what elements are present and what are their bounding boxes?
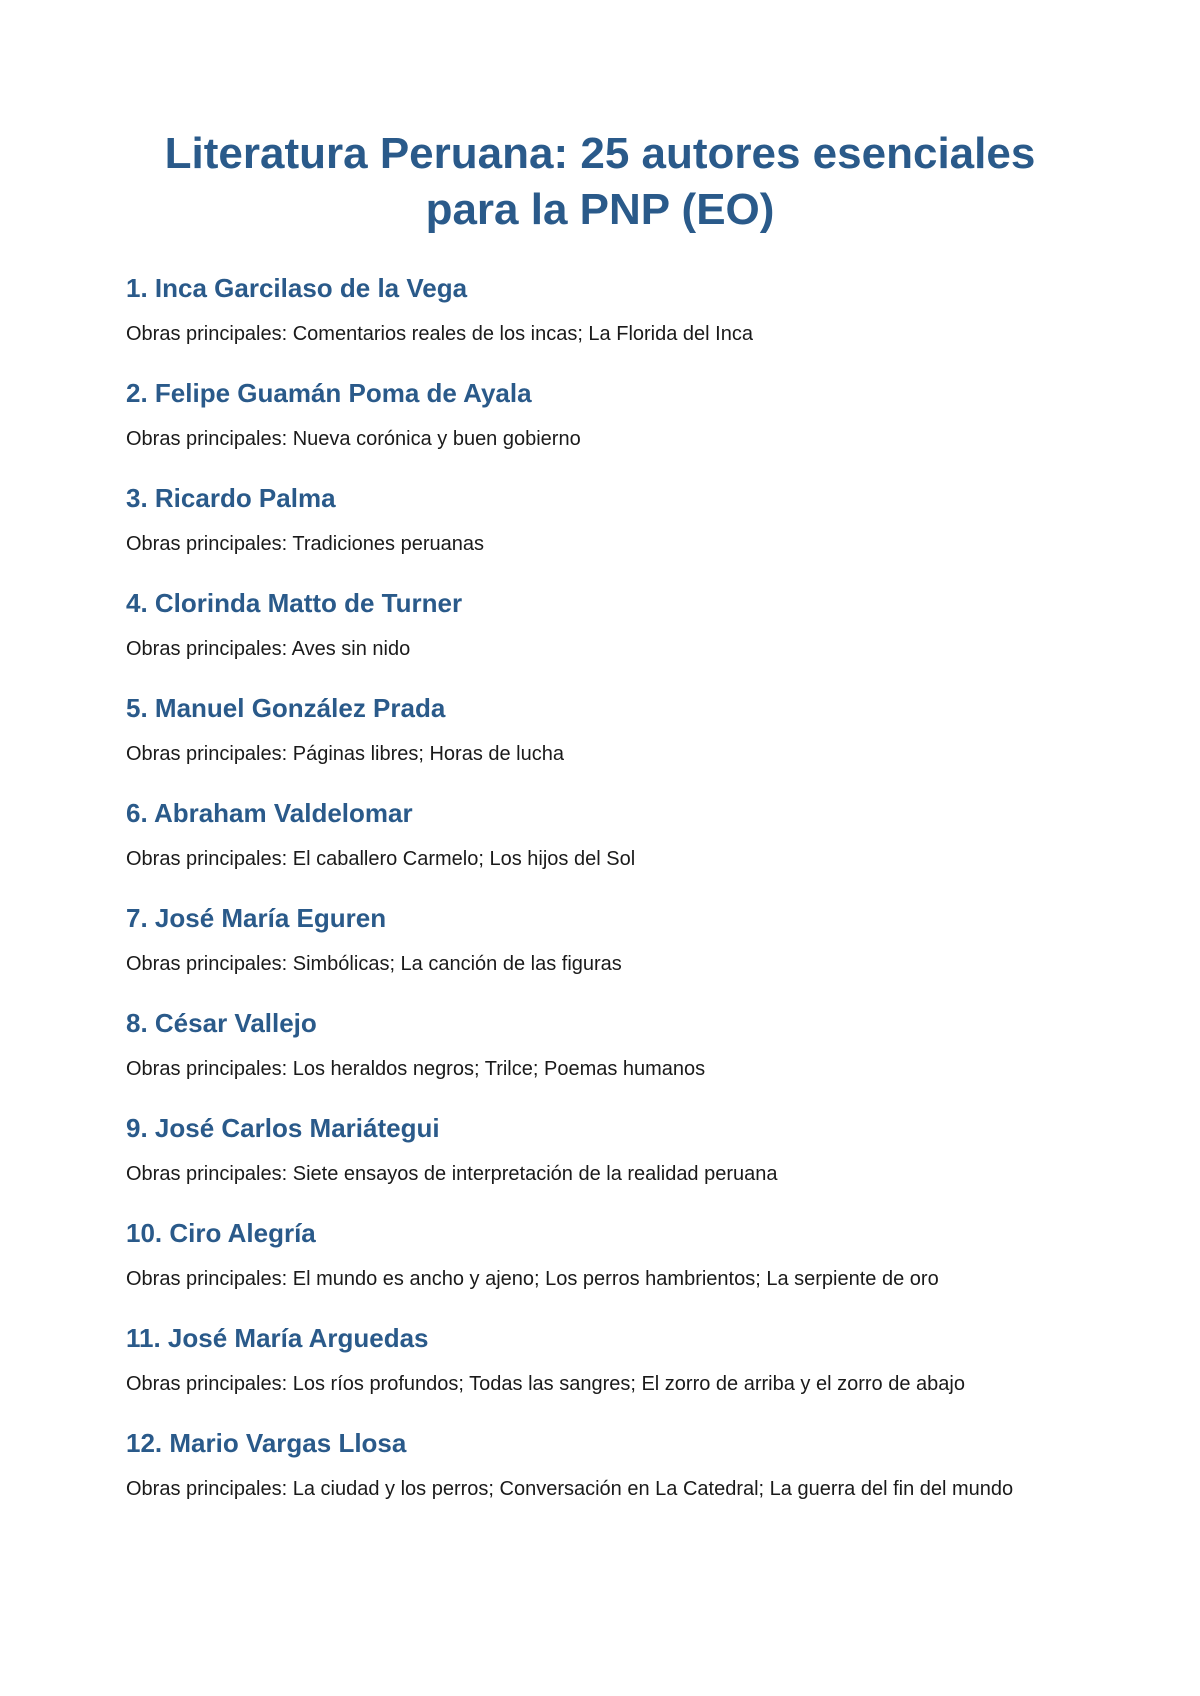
- author-works: Obras principales: Nueva corónica y buen gobierno: [126, 428, 581, 450]
- author-section-mariategui: [126, 1106, 1074, 1211]
- author-works: Obras principales: El mundo es ancho y ajeno; Los perros hambrientos; La serpiente de oro: [126, 1268, 939, 1290]
- document-title-line-1: Literatura Peruana: 25 autores esenciales: [164, 129, 1036, 178]
- author-section-inca-garcilaso: [126, 266, 1074, 371]
- author-heading: 10. Ciro Alegría: [126, 1218, 316, 1248]
- author-heading: 12. Mario Vargas Llosa: [126, 1428, 407, 1458]
- author-heading: 11. José María Arguedas: [126, 1323, 429, 1353]
- document-title: [126, 126, 1074, 238]
- author-works: Obras principales: El caballero Carmelo; Los hijos del Sol: [126, 848, 636, 870]
- author-works: Obras principales: Aves sin nido: [126, 638, 411, 660]
- author-works: Obras principales: Siete ensayos de interpretación de la realidad peruana: [126, 1163, 778, 1185]
- author-heading: 2. Felipe Guamán Poma de Ayala: [126, 378, 532, 408]
- author-heading: 4. Clorinda Matto de Turner: [126, 588, 463, 618]
- author-heading: 7. José María Eguren: [126, 903, 387, 933]
- author-heading: 5. Manuel González Prada: [126, 693, 446, 723]
- author-works: Obras principales: Comentarios reales de los incas; La Florida del Inca: [126, 323, 753, 345]
- author-heading: 9. José Carlos Mariátegui: [126, 1113, 440, 1143]
- author-section-arguedas: [126, 1316, 1074, 1421]
- author-section-eguren: [126, 896, 1074, 1001]
- author-section-vargas-llosa: [126, 1421, 1074, 1561]
- author-section-valdelomar: [126, 791, 1074, 896]
- author-works: Obras principales: Los ríos profundos; Todas las sangres; El zorro de arriba y el zorro de abajo: [126, 1373, 965, 1395]
- author-works: Obras principales: Simbólicas; La canción de las figuras: [126, 953, 622, 975]
- author-list: [126, 266, 1074, 1561]
- author-section-ciro-alegria: [126, 1211, 1074, 1316]
- author-works: Obras principales: Páginas libres; Horas de lucha: [126, 743, 564, 765]
- author-section-vallejo: [126, 1001, 1074, 1106]
- author-works: Obras principales: Los heraldos negros; Trilce; Poemas humanos: [126, 1058, 706, 1080]
- document-title-line-2: para la PNP (EO): [425, 185, 775, 234]
- author-section-ricardo-palma: [126, 476, 1074, 581]
- author-works: Obras principales: La ciudad y los perros; Conversación en La Catedral; La guerra del fin del mundo: [126, 1478, 1014, 1500]
- author-works: Obras principales: Tradiciones peruanas: [126, 533, 484, 555]
- author-heading: 8. César Vallejo: [126, 1008, 317, 1038]
- author-heading: 1. Inca Garcilaso de la Vega: [126, 273, 468, 303]
- author-section-guaman-poma: [126, 371, 1074, 476]
- author-heading: 3. Ricardo Palma: [126, 483, 336, 513]
- author-heading: 6. Abraham Valdelomar: [126, 798, 413, 828]
- author-section-clorinda-matto: [126, 581, 1074, 686]
- author-section-gonzalez-prada: [126, 686, 1074, 791]
